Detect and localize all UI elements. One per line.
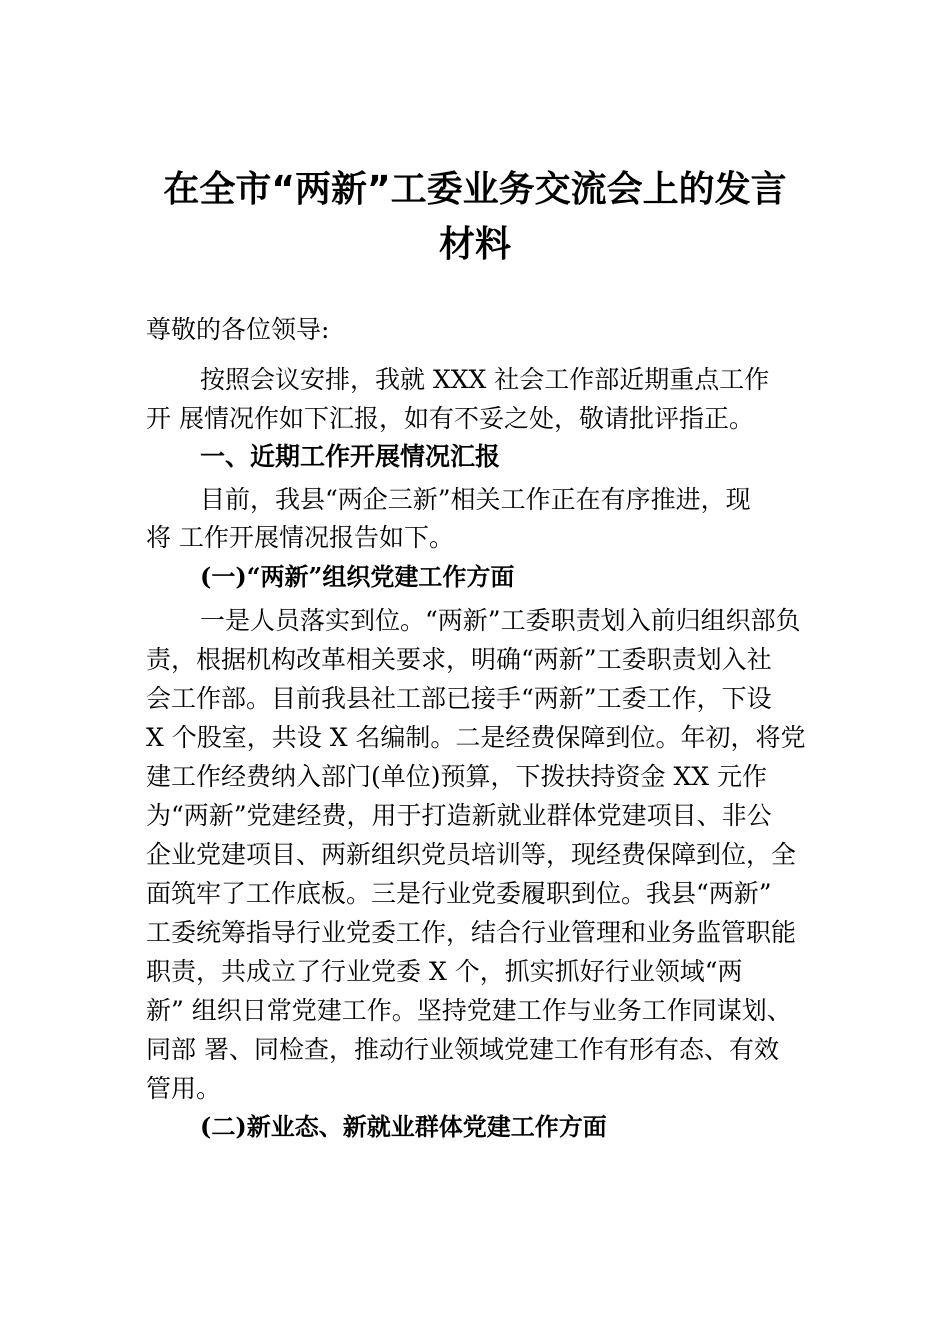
- subsection-heading-2: (二)新业态、新就业群体党建工作方面: [200, 1112, 607, 1141]
- intro-line-1: 按照会议安排，我就 XXX 社会工作部近期重点工作: [200, 365, 770, 394]
- document-title-line-1: 在全市“两新”工委业务交流会上的发言: [163, 169, 787, 210]
- paragraph-line: 企业党建项目、两新组织党员培训等，现经费保障到位，全: [146, 840, 797, 869]
- section-heading-1: 一、近期工作开展情况汇报: [200, 442, 501, 471]
- paragraph-line: 工委统筹指导行业党委工作，结合行业管理和业务监管职能: [146, 918, 797, 947]
- paragraph-line: 职责，共成立了行业党委 X 个，抓实抓好行业领域“两: [146, 957, 743, 986]
- paragraph-line: 面筑牢了工作底板。三是行业党委履职到位。我县“两新”: [146, 879, 772, 908]
- paragraph-line: 建工作经费纳入部门(单位)预算，下拨扶持资金 XX 元作: [146, 762, 767, 791]
- paragraph-line: 为“两新”党建经费，用于打造新就业群体党建项目、非公: [146, 801, 772, 830]
- paragraph-line: 同部 署、同检查，推动行业领域党建工作有形有态、有效: [146, 1035, 779, 1064]
- subsection-heading-1: (一)“两新”组织党建工作方面: [200, 562, 515, 591]
- paragraph-line: 一是人员落实到位。“两新”工委职责划入前归组织部负: [200, 606, 801, 635]
- paragraph-line: 责，根据机构改革相关要求，明确“两新”工委职责划入社: [146, 645, 772, 674]
- paragraph-line: 将 工作开展情况报告如下。: [146, 523, 454, 552]
- paragraph-line: 会工作部。目前我县社工部已接手“两新”工委工作，下设: [146, 684, 772, 713]
- salutation: 尊敬的各位领导:: [146, 315, 330, 344]
- intro-line-2: 开 展情况作如下汇报，如有不妥之处，敬请批评指正。: [146, 404, 754, 433]
- paragraph-line: 新” 组织日常党建工作。坚持党建工作与业务工作同谋划、: [146, 996, 792, 1025]
- paragraph-line: 目前，我县“两企三新”相关工作正在有序推进，现: [200, 485, 751, 514]
- paragraph-line: 管用。: [146, 1074, 222, 1103]
- paragraph-line: X 个股室，共设 X 名编制。二是经费保障到位。年初，将党: [146, 723, 806, 752]
- document-title-line-2: 材料: [438, 224, 511, 265]
